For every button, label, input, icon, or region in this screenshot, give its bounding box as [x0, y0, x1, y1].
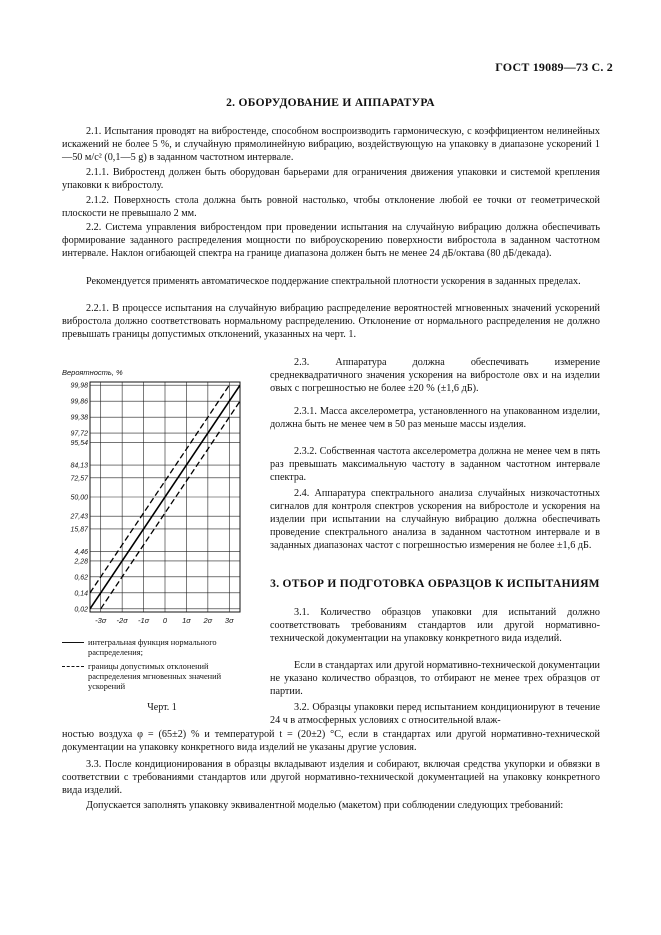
paragraph-2-3: 2.3. Аппаратура должна обеспечивать измерение среднеквадратичного значения ускорения на вибростоле σвх и на изделии σвых с погрешностью не более ±20 % (±1,6 дБ). — [270, 357, 600, 394]
paragraph-2-3-2: 2.3.2. Собственная частота акселерометра должна не менее чем в пять раз превышать максимальную частоту в заданном частотном интервале спектра. — [270, 446, 600, 483]
y-tick-label: 4,46 — [74, 548, 88, 556]
paragraph-2-2: 2.2. Система управления вибростендом при проведении испытания на случайную вибрацию должна обеспечивать формирование заданного распределения мощности по виброускорению поверхности вибростола в заданном частотном интервале. Наклон огибающей спектра на границе диапазона должен быть не менее 24 дБ/октава (80 дБ/декада). — [62, 222, 600, 259]
paragraph-2-1-2: 2.1.2. Поверхность стола должна быть ровной настолько, чтобы отклонение любой ее точки от геометрической плоскости не превышало 2 мм. — [62, 195, 600, 219]
legend-row-dashed — [62, 662, 247, 692]
x-tick-label: -2σ — [116, 616, 128, 625]
legend-solid-text: интегральная функция нормального распределения; — [88, 638, 217, 657]
paragraph-2-1-1: 2.1.1. Вибростенд должен быть оборудован барьерами для ограничения движения упаковки и системой крепления упаковки к вибростолу. — [62, 167, 600, 191]
y-tick-label: 0,14 — [74, 590, 88, 598]
x-tick-label: 3σ — [224, 616, 234, 625]
paragraph-3-1: 3.1. Количество образцов упаковки для испытаний должно соответствовать требованиям стандартов или другой нормативно-технической документации на упаковку конкретного вида изделий. — [270, 607, 600, 644]
paragraph-allowance: Допускается заполнять упаковку эквивалентной моделью (макетом) при соблюдении следующих требований: — [86, 800, 564, 811]
series-tolerance-boundary-line — [90, 385, 229, 593]
x-tick-label: -1σ — [137, 616, 150, 625]
paragraph-2-4: 2.4. Аппаратура спектрального анализа случайных низкочастотных сигналов для контроля спектров ускорения на вибростоле и ускорения на изделии при испытании на случайную вибрацию должна обеспечивать проведение спектрального анализа в заданном частотном интервале и в заданных диапазонах частот с погрешностью измерения не более ±1,6 дБ. — [270, 488, 600, 551]
legend-row-solid — [62, 638, 247, 658]
x-tick-label: 2σ — [203, 616, 213, 625]
chart-y-title: Вероятность, % — [62, 368, 123, 377]
paragraph-2-2-1: 2.2.1. В процессе испытания на случайную вибрацию распределение вероятностей мгновенных значений ускорений вибростола должно соответствовать нормальному распределению. Отклонение от нормального распределения не должно превышать границы допустимых отклонений, указанных на черт. 1. — [62, 303, 600, 340]
paragraph-3-2-start: 3.2. Образцы упаковки перед испытанием кондиционируют в течение 24 ч в атмосферных условиях с относительной влаж- — [270, 702, 600, 726]
paragraph-2-3-1: 2.3.1. Масса акселерометра, установленного на упакованном изделии, должна быть не менее чем в 50 раз меньше массы изделия. — [270, 406, 600, 430]
y-tick-label: 2,28 — [74, 558, 88, 566]
page-header: ГОСТ 19089—73 С. 2 — [495, 60, 613, 74]
paragraph-2-1: 2.1. Испытания проводят на вибростенде, способном воспроизводить гармоническую, с коэффициентом нелинейных искажений не более 5 %, и случайную прямолинейную вибрацию, воздействующую на упаковку в диапазоне ускорений 1—50 м/с² (0,1—5 g) в заданном частотном интервале. — [62, 126, 600, 163]
y-tick-label: 99,86 — [70, 398, 88, 406]
y-tick-label: 15,87 — [70, 526, 88, 534]
series-tolerance-boundary-line — [101, 401, 240, 609]
paragraph-recommendation: Рекомендуется применять автоматическое поддержание спектральной плотности ускорения в заданных пределах. — [86, 276, 581, 287]
y-tick-label: 99,38 — [70, 414, 88, 422]
chart-svg — [62, 368, 262, 638]
paragraph-3-3: 3.3. После кондиционирования в образцы вкладывают изделия и собирают, включая средства укупорки и обвязки в соответствии с требованиями стандартов или другой нормативно-технической документацией на упаковку конкретного вида изделий. — [62, 759, 600, 796]
legend-dashed-line-icon — [62, 666, 84, 667]
y-tick-label: 99,98 — [70, 382, 88, 390]
y-tick-label: 27,43 — [70, 513, 88, 521]
y-tick-label: 84,13 — [70, 462, 88, 470]
chart-legend — [62, 638, 247, 692]
y-tick-label: 50,00 — [70, 494, 88, 502]
y-tick-label: 0,62 — [74, 574, 88, 582]
y-tick-label: 97,72 — [70, 430, 88, 438]
y-tick-label: 0,02 — [74, 606, 88, 614]
x-tick-label: 0 — [162, 616, 168, 625]
y-tick-label: 95,54 — [70, 440, 88, 448]
legend-dashed-text: границы допустимых отклонений распределения мгновенных значений ускорений — [88, 662, 222, 691]
figure-1-chart — [62, 368, 262, 638]
figure-caption: Черт. 1 — [147, 702, 177, 713]
y-tick-label: 72,57 — [70, 475, 88, 483]
x-tick-label: 1σ — [182, 616, 191, 625]
x-tick-label: -3σ — [95, 616, 107, 625]
section-3-title: 3. ОТБОР И ПОДГОТОВКА ОБРАЗЦОВ К ИСПЫТАНИЯМ — [270, 578, 600, 590]
section-2-title: 2. ОБОРУДОВАНИЕ И АППАРАТУРА — [226, 97, 435, 109]
paragraph-3-2-continued: ностью воздуха φ = (65±2) % и температурой t = (20±2) °С, если в стандартах или другой нормативно-технической документации на упаковку конкретного вида изделий не указаны другие условия. — [62, 729, 600, 753]
legend-solid-line-icon — [62, 642, 84, 643]
paragraph-3-1-b: Если в стандартах или другой нормативно-технической документации не указано количество образцов, то отбирают не менее трех образцов от партии. — [270, 660, 600, 697]
